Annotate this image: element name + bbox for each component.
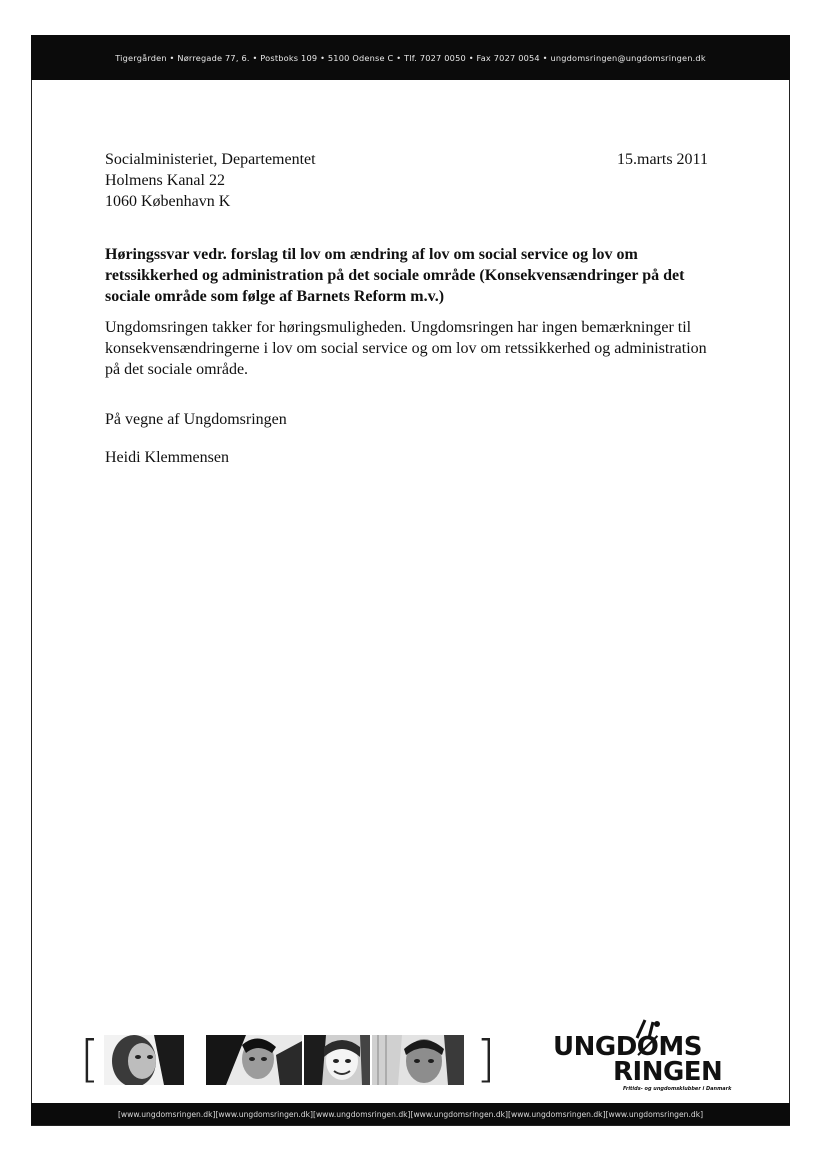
letterhead-address: Tigergården • Nørregade 77, 6. • Postboks 109 • 5100 Odense C • Tlf. 7027 0050 • Fax 7027 0054 • ungdomsringen@ungdomsringen.dk xyxy=(115,52,706,63)
subject-line: sociale område som følge af Barnets Reform m.v.) xyxy=(105,288,445,305)
body-line: Ungdomsringen takker for høringsmuligheden. Ungdomsringen har ingen bemærkninger til xyxy=(105,319,692,336)
logo-tagline: Fritids- og ungdomsklubber i Danmark xyxy=(623,1086,732,1092)
subject-line: Høringssvar vedr. forslag til lov om ændring af lov om social service og lov om xyxy=(105,246,638,263)
photo-youth-4 xyxy=(372,1035,464,1085)
photo-youth-1 xyxy=(104,1035,184,1085)
recipient-line: 1060 København K xyxy=(105,193,231,210)
letterhead-bar xyxy=(31,35,790,80)
body-line: på det sociale område. xyxy=(105,361,249,378)
bracket-right: ] xyxy=(476,1030,496,1088)
ungdomsringen-logo xyxy=(548,1018,748,1096)
photo-strip xyxy=(80,1030,496,1088)
logo-line2: RINGEN xyxy=(613,1057,723,1087)
subject-line: retssikkerhed og administration på det sociale område (Konsekvensændringer på det xyxy=(105,267,685,284)
footer-url-strip: [www.ungdomsringen.dk][www.ungdomsringen.dk][www.ungdomsringen.dk][www.ungdomsringen.dk][www.ungdomsringen.dk][www.ungdomsringen.dk] xyxy=(117,1109,704,1119)
body-line: konsekvensændringerne i lov om social service og om lov om retssikkerhed og administration xyxy=(105,340,707,357)
recipient-line: Socialministeriet, Departementet xyxy=(105,151,316,168)
letter-closing: På vegne af Ungdomsringen xyxy=(105,411,287,428)
recipient-line: Holmens Kanal 22 xyxy=(105,172,225,189)
logo-line1: UNGDØMS xyxy=(553,1032,702,1062)
bracket-left: [ xyxy=(80,1030,100,1088)
photo-youth-3 xyxy=(304,1035,370,1085)
letter-body xyxy=(105,317,707,380)
recipient-address xyxy=(105,149,316,212)
letter-signature: Heidi Klemmensen xyxy=(105,449,229,466)
footer-url-bar xyxy=(31,1103,790,1125)
letter-subject xyxy=(105,244,684,307)
photo-youth-2 xyxy=(206,1035,302,1085)
letter-date: 15.marts 2011 xyxy=(617,151,708,168)
